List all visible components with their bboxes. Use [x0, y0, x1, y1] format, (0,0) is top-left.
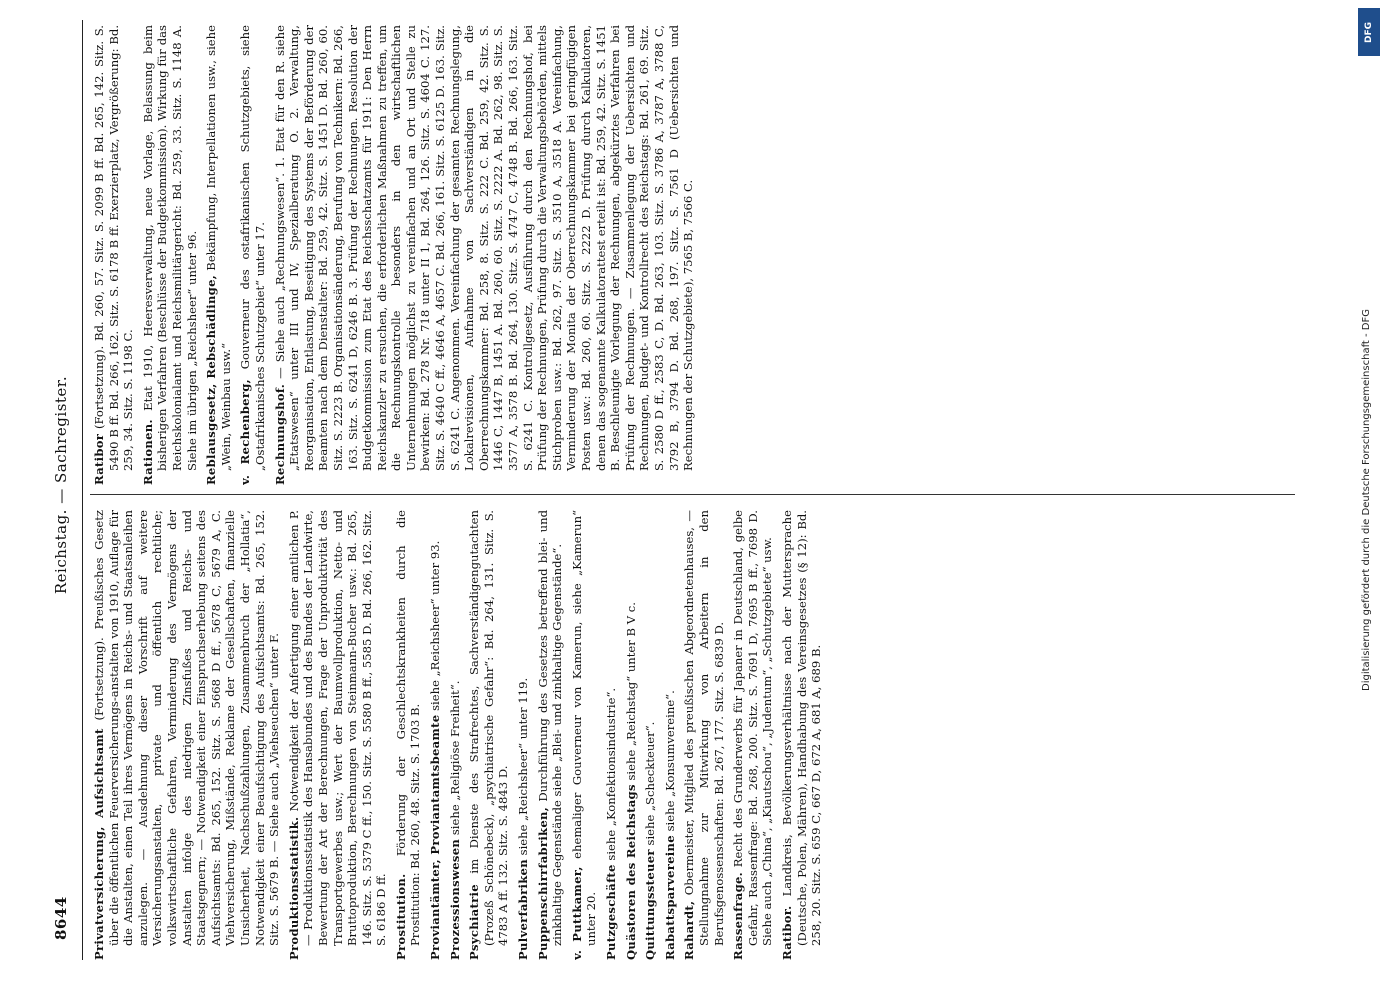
entry-text: Gouverneur des ostafrikanischen Schutzgebiets, siehe „Ostafrikanisches Schutzgebiet“ unter 17.: [238, 25, 267, 471]
right-entry: [92, 25, 136, 485]
entry-text: — Siehe auch „Rechnungswesen“. 1. Etat für den R. siehe „Etatswesen“ unter III und IV, Spezialberatung O. 2. Verwaltung, Reorganisation, Entlastung, Beseitigung des Systems der Beförderung der Beamten nach dem Dienstalter: Bd. 259, 42. Sitz. S. 1451 D. Bd. 260, 60. Sitz. S. 2223 B. Organisationsänderung, Berufung von Technikern: Bd. 266, 163. Sitz. S. 6241 D, 6246 B. 3. Prüfung der Rechnungen. Resolution der Budgetkommission zum Etat des Reichsschatzamts für 1911: Den Herrn Reichskanzler zu ersuchen, die erforderlichen Maßnahmen zu treffen, um die Rechnungskontrolle besonders in den wirtschaftlichen Unternehmungen möglichst zu vereinfachen und an Ort und Stelle zu bewirken: Bd. 278 Nr. 718 unter II 1, Bd. 264, 126. Sitz. S. 4604 C. 127. Sitz. S. 4640 C ff., 4646 A, 4657 C. Bd. 266, 161. Sitz. S. 6125 D. 163. Sitz. S. 6241 C. Angenommen. Vereinfachung der gesamten Rechnungslegung, Lokalrevisionen, Aufnahme von Sachverständigen in die Oberrechnungskammer: Bd. 258, 8. Sitz. S. 222 C. Bd. 259, 42. Sitz. S. 1446 C, 1447 B, 1451 A. Bd. 260, 60. Sitz. S. 2222 A. Bd. 262, 98. Sitz. S. 3577 A, 3578 B. Bd. 264, 130. Sitz. S. 4747 C, 4748 B. Bd. 266, 163. Sitz. S. 6241 C. Kontrollgesetz, Ausführung durch den Rechnungshof, bei Prüfung der Rechnungen, Prüfung durch die Verwaltungsbehörden, mittels Stichproben usw.: Bd. 262, 97. Sitz. S. 3510 A, 3518 A. Vereinfachung, Verminderung der Monita der Oberrechnungskammer bei geringfügigen Posten usw.: Bd. 260, 60. Sitz. S. 2222 D. Prüfung durch Kalkulatoren, denen das sogenannte Kalkulatorattest erteilt ist: Bd. 259, 42. Sitz. S. 1451 B. Beschleunigte Vorlegung der Rechnungen, abgekürztes Verfahren bei Prüfung der Rechnungen. — Zusammenlegung der Uebersichten und Rechnungen, Budget- und Kontrollrecht des Reichstags: Bd. 261, 69. Sitz. S. 2580 D ff., 2583 C, D. Bd. 263, 103. Sitz. S. 3786 A, 3787 A, 3788 C, 3792 B, 3794 D. Bd. 268, 197. Sitz. S. 7561 D (Uebersichten und Rechnungen der Schutzgebiete), 7565 B, 7566 C.: [272, 25, 696, 471]
entry-keyword: Produktionsstatistik.: [286, 816, 301, 960]
entry-keyword: Ratibor.: [779, 905, 794, 960]
column-divider: [90, 494, 1295, 495]
left-entry: [467, 510, 511, 960]
right-entry: [238, 25, 267, 485]
entry-text: Notwendigkeit der Anfertigung einer amtlichen P. — Produktionsstatistik des Hansabundes und des Bundes der Landwirte, Bewertung der Art der Berechnungen, Frage der Unproduktivität des Transportgewerbes usw.; Wert der Baumwollproduktion, Netto- und Bruttoproduktion, Berechnungen von Steinmann-Bucher usw.: Bd. 265, 146. Sitz. S. 5379 C ff., 150. Sitz. S. 5580 B ff., 5585 D. Bd. 266, 162. Sitz. S. 6186 D ff.: [286, 510, 389, 946]
left-entry: [287, 510, 389, 960]
entry-text: siehe „Scheckteuer“.: [643, 721, 658, 850]
right-entry: [273, 25, 696, 485]
entry-keyword: Reblausgesetz, Rebschädlinge,: [204, 274, 219, 485]
entry-keyword: v. Puttkamer,: [569, 866, 584, 960]
entry-keyword: Rabattsparvereine: [662, 835, 677, 960]
left-entry: [394, 510, 423, 960]
left-entry: [780, 510, 824, 960]
entry-text: Förderung der Geschlechtskrankheiten durch die Prostitution: Bd. 260, 48. Sitz. S. 1703 B.: [393, 510, 423, 946]
entry-keyword: Prozessionswesen: [447, 838, 462, 960]
left-entry: [663, 510, 678, 960]
left-entry: [643, 510, 658, 960]
right-column: [92, 25, 1297, 485]
entry-text: ehemaliger Gouverneur von Kamerun, siehe „Kamerun“ unter 20.: [569, 510, 599, 946]
entry-keyword: v. Rechenberg,: [238, 379, 253, 485]
entry-text: Obermeister, Mitglied des preußischen Abgeordnetenhauses, — Stellungnahme zur Mitwirkung von Arbeitern in den Berufsgenossenschaften: Bd. 267, 177. Sitz. S. 6839 D.: [682, 510, 726, 946]
entry-text: Durchführung des Gesetzes betreffend blei- und zinkhaltige Gegenstände siehe „Blei- und zinkhaltige Gegenstände“.: [535, 510, 565, 946]
entry-keyword: Quittungssteuer: [643, 849, 658, 960]
entry-keyword: Putzgeschäfte: [604, 864, 618, 960]
left-entry: [448, 510, 463, 960]
entry-text: Recht des Grunderwerbs für Japaner in Deutschland, gelbe Gefahr, Rassenfrage: Bd. 268, 200. Sitz. S. 7691 D, 7695 B ff., 7698 D. Siehe auch „China“, „Kiautschou“, „Judentum“, „Schutzgebiete“ usw.: [731, 510, 775, 946]
right-entry: [204, 25, 233, 485]
entry-text: Etat 1910, Heeresverwaltung, neue Vorlage, Belassung beim bisherigen Verfahren (Beschlüsse der Budgetkommission). Wirkung für das Reichskolonialamt und Reichsmilitärgericht: Bd. 259, 33. Sitz. S. 1148 A. Siehe im übrigen „Reichsheer“ unter 96.: [140, 25, 199, 471]
left-entry: [536, 510, 565, 960]
left-entry: [682, 510, 726, 960]
entry-keyword: Puppenschirrfabriken,: [535, 806, 550, 960]
left-entry: [428, 510, 443, 960]
entry-text: siehe „Konsumvereine“.: [662, 690, 677, 836]
header-rule: [82, 20, 83, 960]
entry-text: siehe „Reichstag“ unter B V c.: [623, 602, 638, 785]
entry-text: siehe „Reichsheer“ unter 93.: [428, 540, 443, 715]
entry-keyword: Rechnungshof.: [272, 383, 287, 485]
page-header: [52, 30, 78, 940]
entry-keyword: Rassenfrage.: [731, 872, 746, 960]
entry-keyword: Quästoren des Reichstags: [623, 784, 638, 960]
entry-text: siehe „Reichsheer“ unter 119.: [516, 677, 531, 860]
entry-keyword: Pulverfabriken: [516, 859, 531, 960]
entry-text: im Dienste des Strafrechtes, Sachverständigengutachten (Prozeß Schönebeck), „psychiatrische Gefahr“: Bd. 264, 131. Sitz. S. 4783 A ff. 132. Sitz. S. 4843 D.: [467, 510, 511, 946]
left-entry: [92, 510, 282, 960]
entry-keyword: Privatversicherung, Aufsichtsamt: [92, 728, 106, 960]
left-entry: [624, 510, 639, 960]
entry-text: siehe „Konfektionsindustrie“.: [604, 687, 618, 865]
left-column: [92, 510, 1297, 960]
entry-keyword: Ratibor: [92, 433, 106, 485]
page-number: 8644: [52, 896, 70, 940]
entry-text: Bekämpfung, Interpellationen usw., siehe „Wein, Weinbau usw.“: [204, 25, 233, 471]
left-entry: [604, 510, 619, 960]
entry-keyword: Rahardt,: [682, 900, 697, 960]
entry-text: siehe „Religiöse Freiheit“.: [447, 680, 462, 839]
left-entry: [731, 510, 775, 960]
digitization-credit: Digitalisierung gefördert durch die Deutsche Forschungsgemeinschaft - DFG: [1361, 309, 1372, 692]
dfg-logo: DFG: [1358, 8, 1380, 56]
entry-keyword: Proviantämter, Proviantamtsbeamte: [428, 714, 443, 960]
right-entry: [141, 25, 199, 485]
entry-text: (Fortsetzung). Preußisches Gesetz über die öffentlichen Feuerversicherungs-anstalten von 1910, Auflage für die Anstalten, einen Teil ihres Vermögens in Reichs- und Staatsanleihen anzulegen. — Ausdehnung dieser Vorschrift auf weitere Versicherungsanstalten, private und öffentlich rechtliche; volkswirtschaftliche Gefahren, Verminderung des Vermögens der Anstalten infolge des niedrigen Zinsfußes und Reichs- und Staatsgegnern; — Notwendigkeit einer Einspruchserhebung seitens des Aufsichtsamts: Bd. 265, 152. Sitz. S. 5668 D ff., 5678 C, 5679 A, C. Viehversicherung, Mißstände, Reklame der Gesellschaften, finanzielle Unsicherheit, Nachschußzahlungen, Zusammenbruch der „Hollatia“, Notwendigkeit einer Beaufsichtigung des Aufsichtsamts: Bd. 265, 152. Sitz. S. 5679 B. — Siehe auch „Viehseuchen“ unter F.: [92, 510, 282, 946]
entry-keyword: Prostitution.: [393, 873, 408, 960]
entry-keyword: Psychiatrie: [467, 884, 482, 960]
entry-text: (Fortsetzung). Bd. 260, 57. Sitz. S. 2099 B ff. Bd. 265, 142. Sitz. S. 5490 B ff. Bd. 266, 162. Sitz. S. 6178 B ff. Exerzierplatz, Vergrößerung: Bd. 259, 34. Sitz. S. 1198 C.: [92, 25, 136, 471]
entry-keyword: Rationen.: [140, 419, 155, 485]
running-title: Reichstag. — Sachregister.: [52, 375, 70, 595]
left-entry: [570, 510, 599, 960]
left-entry: [516, 510, 531, 960]
entry-text: Landkreis, Bevölkerungsverhältnisse nach der Muttersprache (Deutsche, Polen, Mähren), Handhabung des Vereinsgesetzes (§ 12): Bd. 258, 20. Sitz. S. 659 C, 667 D, 672 A, 681 A, 689 B.: [779, 510, 824, 946]
